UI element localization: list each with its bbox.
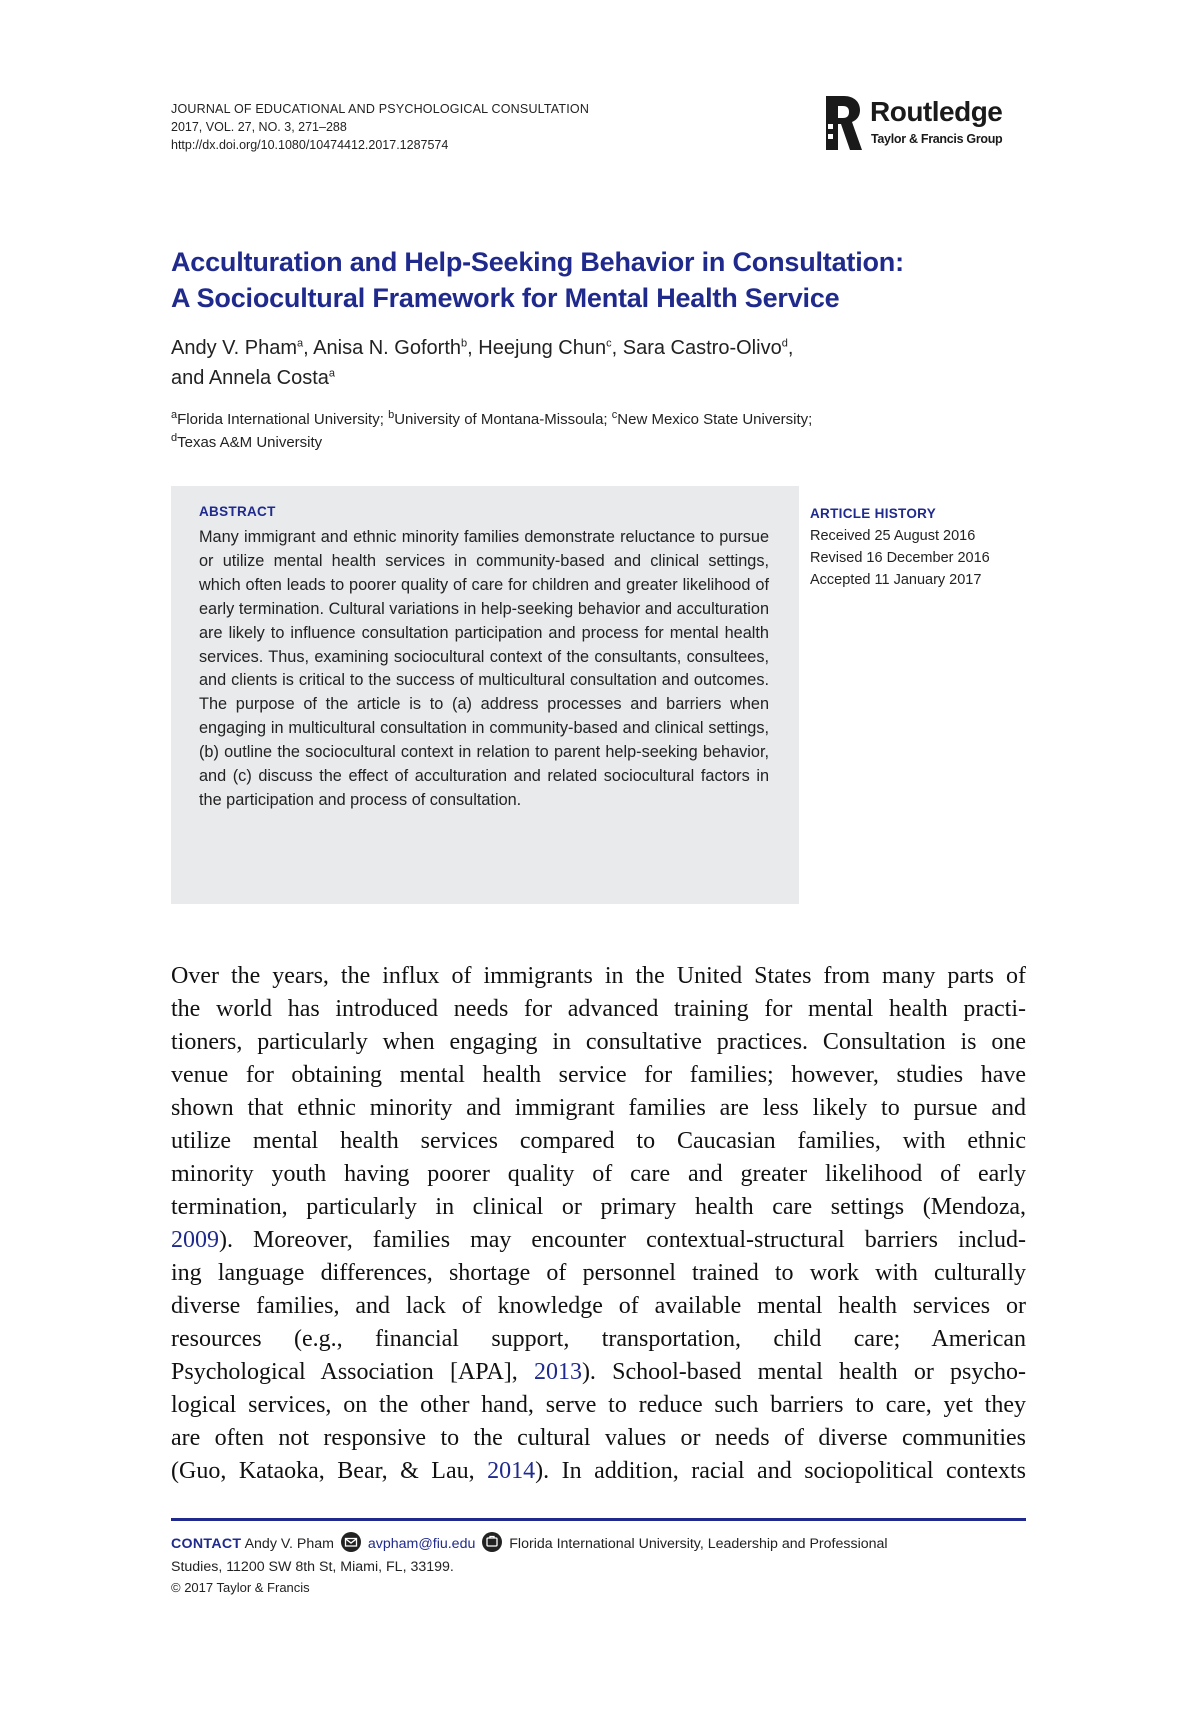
affiliation-name: Florida International University; [177,411,384,428]
email-icon [341,1532,361,1552]
journal-header [171,100,589,154]
body-line: tioners, particularly when engaging in consultative practices. Consultation is one [171,1029,1026,1055]
contact-label: CONTACT [171,1536,242,1552]
body-line-text: ). School-based mental health or psycho- [581,1359,1026,1385]
journal-title: JOURNAL OF EDUCATIONAL AND PSYCHOLOGICAL CONSULTATION [171,102,590,116]
body-line: venue for obtaining mental health service for families; however, studies have [171,1062,1026,1088]
author-name[interactable]: Heejung Chun [478,337,607,359]
affiliation-key: b [388,409,395,421]
affiliation-key: c [611,409,618,421]
author-affiliation-mark: a [328,367,336,380]
body-line: Over the years, the influx of immigrants in the United States from many parts of [171,963,1026,989]
abstract-text: Many immigrant and ethnic minority families demonstrate reluctance to pursue or utilize mental health services in community-based and clinical settings, which often leads to poorer quality of care for children and greater likelihood of early termination. Cultural variations in help-seeking behavior and acculturation are likely to influence consultation participation and process for mental health services. Thus, examining sociocultural context of the consultants, consultees, and clients is critical to the success of multicultural consultation and outcomes. The purpose of the article is to (a) address processes and barriers when engaging in multicultural consultation in community-based and clinical settings, (b) outline the sociocultural context in relation to parent help-seeking behavior, and (c) discuss the effect of acculturation and related sociocultural factors in the participation and process of consultation. [199,528,769,809]
body-line: minority youth having poorer quality of care and greater likelihood of early [171,1161,1026,1187]
body-text [171,960,1026,1488]
author-separator: , [611,337,623,359]
body-line [171,1356,1026,1389]
author-name[interactable]: Anisa N. Goforth [313,337,461,359]
copyright: © 2017 Taylor & Francis [171,1580,310,1595]
title-line-1: Acculturation and Help-Seeking Behavior in Consultation: [171,247,904,277]
body-line-text: Psychological Association [APA], [171,1359,534,1385]
body-line-text: ). In addition, racial and sociopolitical contexts [535,1458,1026,1484]
article-history [810,503,990,591]
article-title [171,244,1051,316]
body-line: resources (e.g., financial support, transportation, child care; American [171,1326,1026,1352]
body-line: ing language differences, shortage of personnel trained to work with culturally [171,1260,1026,1286]
body-line: shown that ethnic minority and immigrant families are less likely to pursue and [171,1095,1026,1121]
accepted-date: Accepted 11 January 2017 [810,572,982,588]
footer-rule [171,1518,1026,1521]
author-affiliation-mark: d [781,337,788,350]
author-name[interactable]: Sara Castro-Olivo [622,337,782,359]
affiliation-name: New Mexico State University; [617,411,813,428]
affiliation-key: d [171,432,178,444]
body-line-text: (Guo, Kataoka, Bear, & Lau, [171,1458,488,1484]
author-list [171,333,991,393]
body-line: diverse families, and lack of knowledge of available mental health services or [171,1293,1026,1319]
body-line: the world has introduced needs for advanced training for mental health practi- [171,996,1026,1022]
contact-email-link[interactable]: avpham@fiu.edu [367,1536,476,1552]
doi-link[interactable]: http://dx.doi.org/10.1080/10474412.2017.1287574 [171,138,449,152]
title-line-2: A Sociocultural Framework for Mental Health Service [171,283,840,313]
body-line [171,1224,1026,1257]
affiliation-key: a [171,409,178,421]
author-name[interactable]: Andy V. Pham [171,337,298,359]
publisher-tagline: Taylor & Francis Group [871,132,1003,146]
body-line-text: ). Moreover, families may encounter contextual-structural barriers includ- [219,1227,1026,1253]
author-affiliation-mark: c [606,337,612,350]
citation-link[interactable]: 2009 [171,1227,219,1253]
body-line: termination, particularly in clinical or primary health care settings (Mendoza, [171,1194,1026,1220]
volume-info: 2017, VOL. 27, NO. 3, 271–288 [171,120,347,134]
author-separator: , [787,337,794,359]
abstract-box [171,486,799,904]
author-and: and [171,367,209,389]
author-separator: , [467,337,479,359]
routledge-r-icon [822,94,864,154]
contact-name: Andy V. Pham [244,1536,334,1552]
affiliation-name: Texas A&M University [177,434,323,451]
received-date: Received 25 August 2016 [810,528,976,544]
body-line: are often not responsive to the cultural values or needs of diverse communities [171,1425,1026,1451]
affiliations [171,408,1031,454]
author-separator: , [303,337,314,359]
revised-date: Revised 16 December 2016 [810,550,990,566]
abstract-heading: ABSTRACT [199,504,276,519]
contact-address-line: Florida International University, Leadership and Professional [509,1536,888,1552]
author-affiliation-mark: a [297,337,304,350]
body-line: logical services, on the other hand, serve to reduce such barriers to care, yet they [171,1392,1026,1418]
article-history-heading: ARTICLE HISTORY [810,506,937,521]
contact-block [171,1532,1031,1579]
body-line [171,1455,1026,1488]
contact-address-line: Studies, 11200 SW 8th St, Miami, FL, 33199. [171,1559,454,1575]
affiliation-name: University of Montana-Missoula; [394,411,608,428]
publisher-brand: Routledge [870,96,1003,127]
body-line: utilize mental health services compared to Caucasian families, with ethnic [171,1128,1026,1154]
address-icon [482,1532,502,1552]
citation-link[interactable]: 2013 [533,1359,582,1385]
citation-link[interactable]: 2014 [487,1458,536,1484]
author-name[interactable]: Annela Costa [208,367,329,389]
author-affiliation-mark: b [461,337,468,350]
publisher-logo [822,92,1032,158]
